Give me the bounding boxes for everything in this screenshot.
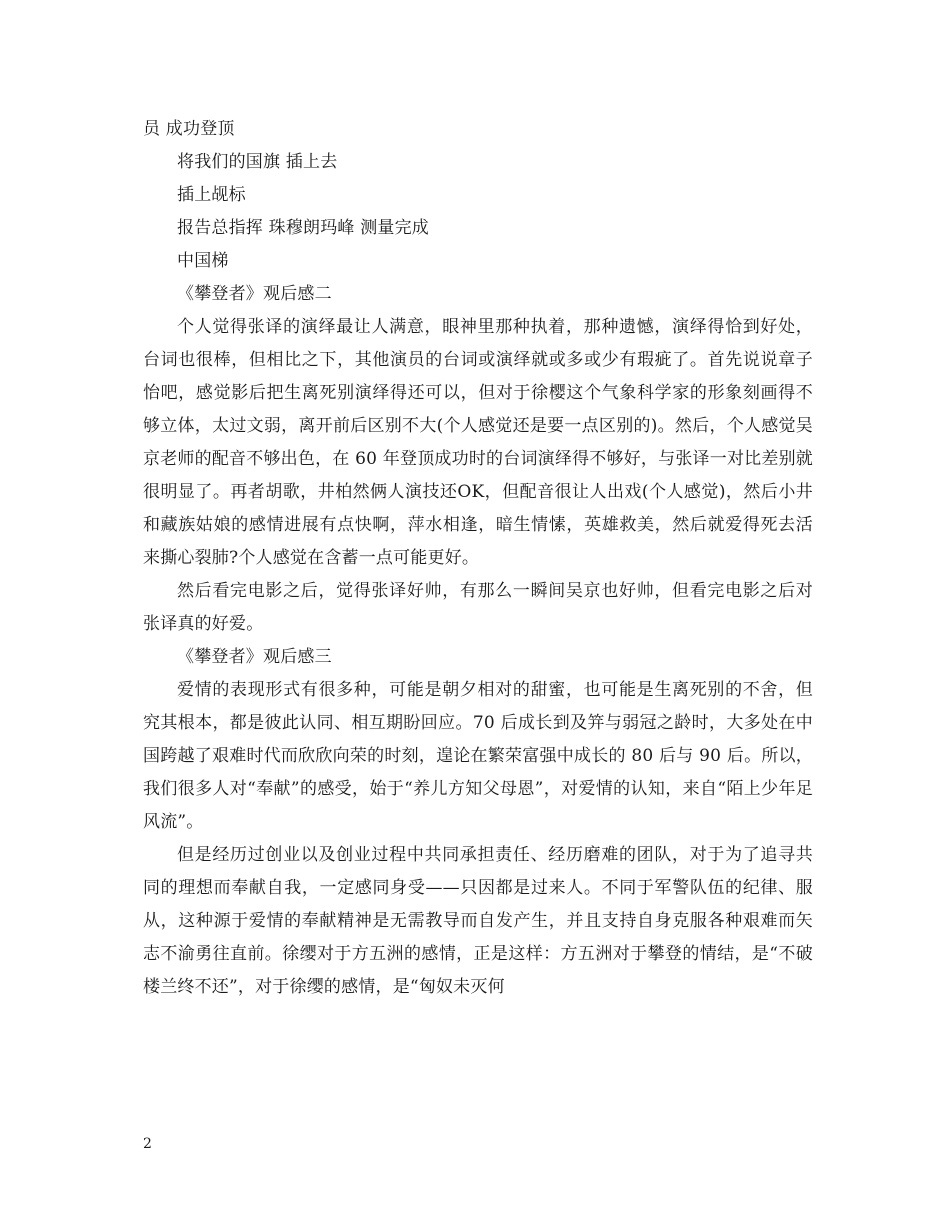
section-heading-review-2: 《攀登者》观后感二 — [177, 284, 332, 304]
paragraph-1: 员 成功登顶 — [143, 119, 235, 139]
section-heading-review-3: 《攀登者》观后感三 — [177, 647, 332, 667]
paragraph-10: 爱情的表现形式有很多种，可能是朝夕相对的甜蜜，也可能是生离死别的不舍，但究其根本，都是彼此认同、相互期盼回应。70 后成长到及笄与弱冠之龄时，大多处在中国跨越了艰难时代而欣欣向荣的时刻，遑论在繁荣富强中成长的 80 后与 90 后。所以，我们很多人对“奉献”的感受，始于“养儿方知父母恩”，对爱情的认知，来自“陌上少年足风流”。 — [143, 680, 813, 832]
page-number: 2 — [143, 1136, 152, 1152]
paragraph-7: 个人觉得张译的演绎最让人满意，眼神里那种执着，那种遗憾，演绎得恰到好处，台词也很棒，但相比之下，其他演员的台词或演绎就或多或少有瑕疵了。首先说说章子怡吧，感觉影后把生离死别演绎得还可以，但对于徐樱这个气象科学家的形象刻画得不够立体，太过文弱，离开前后区别不大(个人感觉还是要一点区别的)。然后，个人感觉吴京老师的配音不够出色，在 60 年登顶成功时的台词演绎得不够好，与张译一对比差别就很明显了。再者胡歌，井柏然俩人演技还OK，但配音很让人出戏(个人感觉)，然后小井和藏族姑娘的感情进展有点快啊，萍水相逢，暗生情愫，英雄救美，然后就爱得死去活来撕心裂肺?个人感觉在含蓄一点可能更好。 — [143, 317, 813, 568]
paragraph-5: 中国梯 — [177, 251, 229, 271]
paragraph-8: 然后看完电影之后，觉得张译好帅，有那么一瞬间吴京也好帅，但看完电影之后对张译真的好爱。 — [143, 581, 813, 634]
document-body — [143, 113, 813, 1004]
paragraph-2: 将我们的国旗 插上去 — [177, 152, 338, 172]
paragraph-11: 但是经历过创业以及创业过程中共同承担责任、经历磨难的团队，对于为了追寻共同的理想而奉献自我，一定感同身受——只因都是过来人。不同于军警队伍的纪律、服从，这种源于爱情的奉献精神是无需教导而自发产生，并且支持自身克服各种艰难而矢志不渝勇往直前。徐缨对于方五洲的感情，正是这样：方五洲对于攀登的情结，是“不破楼兰终不还”，对于徐缨的感情，是“匈奴未灭何 — [143, 845, 813, 997]
paragraph-4: 报告总指挥 珠穆朗玛峰 测量完成 — [177, 218, 430, 238]
paragraph-3: 插上觇标 — [177, 185, 246, 205]
